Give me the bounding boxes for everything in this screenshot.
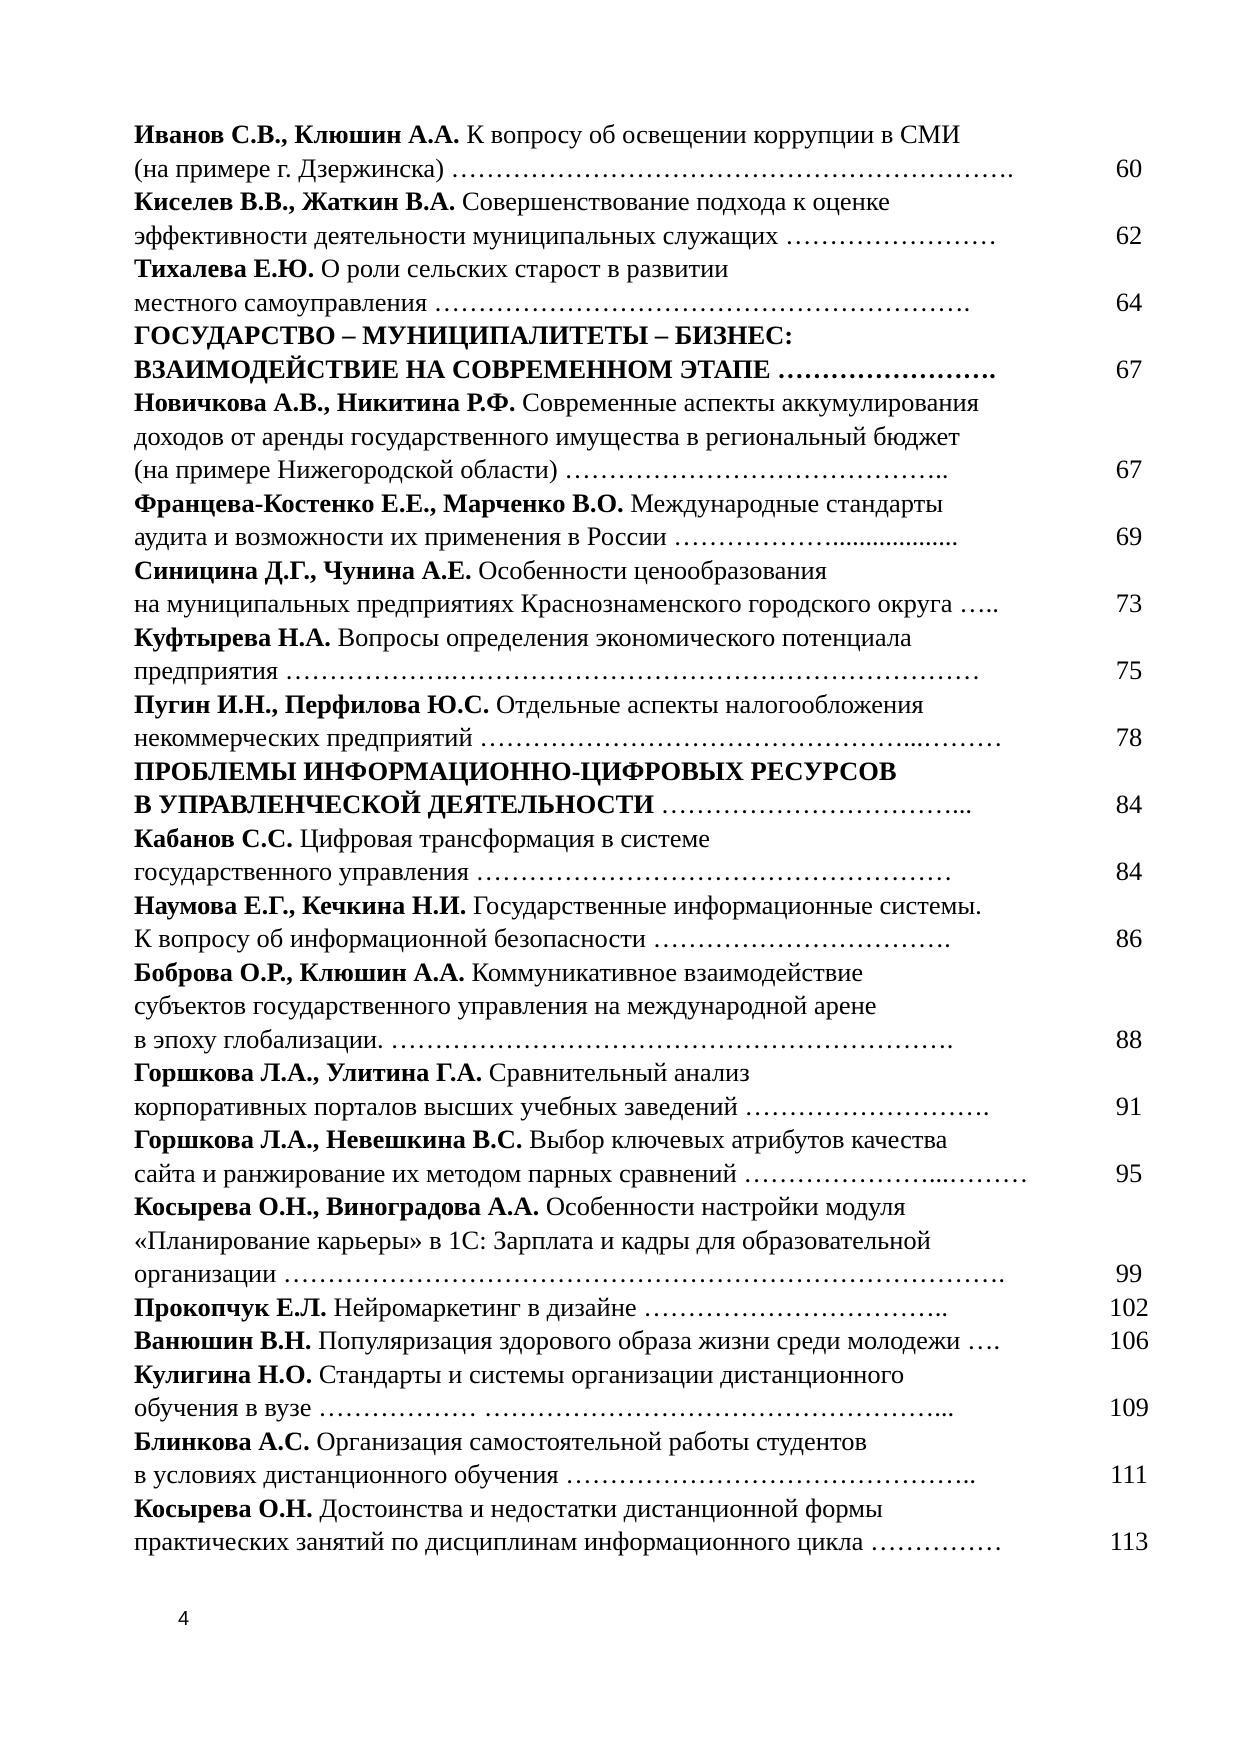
toc-line-text	[134, 788, 972, 822]
toc-title: Совершенствование подхода к оценке	[455, 186, 890, 216]
toc-title: обучения в вузе ……………… ……………………………………………...	[134, 1392, 955, 1422]
toc-line	[134, 889, 1174, 923]
toc-line	[134, 118, 1174, 152]
toc-line	[134, 1358, 1174, 1392]
toc-title: доходов от аренды государственного имущества в региональный бюджет	[134, 420, 960, 451]
toc-entry	[134, 755, 1174, 822]
toc-title: Вопросы определения экономического потенциала	[330, 621, 912, 652]
toc-page-number: 111	[1110, 1459, 1148, 1489]
toc-line-text	[134, 654, 980, 688]
toc-page-number: 73	[1115, 588, 1143, 618]
toc-page-number: 113	[1109, 1526, 1149, 1556]
toc-line-text	[134, 386, 979, 420]
toc-authors: Косырева О.Н., Виноградова А.А.	[134, 1191, 540, 1221]
toc-title: Международные стандарты	[623, 487, 944, 518]
toc-line	[134, 286, 1174, 320]
toc-line-text	[134, 889, 982, 923]
toc-authors: Прокопчук Е.Л.	[134, 1291, 327, 1322]
toc-page-number: 88	[1115, 1023, 1143, 1054]
toc-line	[134, 788, 1174, 822]
toc-title: Достоинства и недостатки дистанционной формы	[312, 1492, 883, 1523]
toc-entry	[134, 1492, 1174, 1559]
toc-entry	[134, 554, 1174, 621]
toc-line	[134, 855, 1174, 889]
toc-line-text	[134, 554, 827, 588]
toc-line	[134, 453, 1174, 487]
toc-page-number: 62	[1115, 219, 1143, 250]
toc-line-text	[134, 621, 912, 655]
toc-page-number: 91	[1115, 1090, 1143, 1121]
toc-authors: Новичкова А.В., Никитина Р.Ф.	[134, 387, 516, 417]
toc-line-text	[134, 587, 999, 621]
toc-title: К вопросу об информационной безопасности …………………………….	[134, 923, 951, 953]
toc-entry	[134, 118, 1174, 185]
toc-line-text	[134, 1324, 1000, 1358]
toc-title: Государственные информационные системы.	[466, 889, 982, 920]
toc-line	[134, 386, 1174, 420]
toc-line-text	[134, 1525, 1003, 1559]
toc-line	[134, 688, 1174, 722]
toc-line	[134, 1257, 1174, 1291]
toc-title: Сравнительный анализ	[482, 1057, 750, 1087]
toc-page-number: 102	[1109, 1291, 1149, 1322]
toc-authors: Куфтырева Н.А.	[134, 621, 331, 652]
toc-line	[134, 956, 1174, 990]
toc-line-text	[134, 1358, 904, 1392]
page-number: 4	[178, 1608, 190, 1630]
toc-line	[134, 922, 1174, 956]
toc-entry	[134, 956, 1174, 1057]
toc-entry	[134, 1123, 1174, 1190]
toc-line	[134, 1324, 1174, 1358]
toc-entry	[134, 319, 1174, 386]
toc-line	[134, 1090, 1174, 1124]
toc-title: субъектов государственного управления на международной арене	[134, 990, 877, 1020]
toc-page-number: 84	[1115, 856, 1143, 886]
toc-title: некоммерческих предприятий …………………………………………...………	[134, 722, 1003, 752]
toc-line-text	[134, 688, 924, 722]
toc-entry	[134, 621, 1174, 688]
toc-line-text	[134, 185, 890, 219]
toc-title: в условиях дистанционного обучения ………………………………………..	[134, 1459, 976, 1489]
toc-title: Особенности настройки модуля	[539, 1191, 906, 1221]
toc-line	[134, 822, 1174, 856]
toc-title: практических занятий по дисциплинам информационного цикла ……………	[134, 1526, 1003, 1556]
toc-line-text	[134, 1291, 948, 1325]
toc-line	[134, 353, 1174, 387]
toc-authors: Ванюшин В.Н.	[134, 1325, 312, 1355]
toc-page-number: 69	[1115, 521, 1143, 551]
toc-line-text	[134, 420, 960, 454]
toc-authors: Горшкова Л.А., Невешкина В.С.	[134, 1124, 523, 1154]
toc-page-number: 67	[1115, 454, 1143, 484]
toc-line	[134, 1458, 1174, 1492]
toc-authors: Синицина Д.Г., Чунина А.Е.	[134, 554, 472, 585]
toc-page-number: 84	[1115, 789, 1143, 819]
toc-line-text	[134, 1492, 883, 1526]
toc-authors: Францева-Костенко Е.Е., Марченко В.О.	[134, 487, 624, 518]
toc-title: на муниципальных предприятиях Краснознаменского городского округа …..	[134, 588, 999, 618]
toc-line-text	[134, 1123, 947, 1157]
toc-line	[134, 185, 1174, 219]
toc-line-text	[134, 252, 728, 286]
toc-line-text	[134, 922, 951, 956]
toc-title: аудита и возможности их применения в России ………………...................	[134, 521, 959, 551]
toc-title: К вопросу об освещении коррупции в СМИ	[459, 119, 961, 149]
toc-line	[134, 989, 1174, 1023]
toc-line	[134, 721, 1174, 755]
toc-line-text	[134, 1224, 931, 1258]
toc-entry	[134, 252, 1174, 319]
toc-authors: Иванов С.В., Клюшин А.А.	[134, 119, 460, 149]
toc-line	[134, 1425, 1174, 1459]
toc-entry	[134, 1358, 1174, 1425]
toc-authors: ВЗАИМОДЕЙСТВИЕ НА СОВРЕМЕННОМ ЭТАПЕ …………………….	[134, 353, 996, 384]
toc-title: предприятия ……………….……………………………………………………	[134, 655, 981, 685]
toc-title: ……………………………...	[653, 789, 972, 819]
toc-line	[134, 1492, 1174, 1526]
toc-entry	[134, 386, 1174, 487]
toc-authors: Тихалева Е.Ю.	[134, 253, 315, 283]
toc-line	[134, 755, 1174, 789]
toc-title: Цифровая трансформация в системе	[292, 822, 710, 853]
toc-line	[134, 1023, 1174, 1057]
toc-line-text	[134, 353, 996, 387]
toc-authors: Горшкова Л.А., Улитина Г.А.	[134, 1057, 483, 1087]
toc-line	[134, 319, 1174, 353]
toc-line-text	[134, 1190, 906, 1224]
toc-authors: Кулигина Н.О.	[134, 1358, 313, 1389]
toc-authors: Наумова Е.Г., Кечкина Н.И.	[134, 889, 467, 920]
toc-page-number: 86	[1115, 923, 1143, 953]
toc-title: «Планирование карьеры» в 1С: Зарплата и кадры для образовательной	[134, 1224, 931, 1255]
table-of-contents	[134, 118, 1174, 1559]
toc-line-text	[134, 755, 897, 789]
toc-authors: Пугин И.Н., Перфилова Ю.С.	[134, 688, 490, 719]
toc-line-text	[134, 319, 793, 353]
toc-page-number: 67	[1115, 353, 1143, 384]
toc-entry	[134, 688, 1174, 755]
toc-line-text	[134, 1090, 990, 1124]
toc-title: Особенности ценообразования	[471, 554, 827, 585]
toc-title: (на примере г. Дзержинска) ……………………………………………………….	[134, 152, 1014, 183]
toc-page-number: 99	[1115, 1258, 1143, 1288]
toc-line	[134, 1525, 1174, 1559]
toc-line-text	[134, 956, 863, 990]
toc-line	[134, 1291, 1174, 1325]
toc-entry	[134, 1425, 1174, 1492]
toc-line-text	[134, 219, 997, 253]
toc-authors: Кабанов С.С.	[134, 822, 293, 853]
toc-title: местного самоуправления …………………………………………………….	[134, 286, 971, 317]
toc-entry	[134, 889, 1174, 956]
toc-line-text	[134, 453, 949, 487]
toc-title: организации ……………………………………………………………………….	[134, 1258, 1006, 1288]
toc-entry	[134, 1190, 1174, 1291]
toc-title: Коммуникативное взаимодействие	[464, 956, 864, 987]
toc-authors: Блинкова А.С.	[134, 1425, 310, 1456]
toc-entry	[134, 822, 1174, 889]
toc-title: государственного управления ………………………………………………	[134, 856, 953, 886]
toc-line	[134, 554, 1174, 588]
toc-page-number: 109	[1109, 1392, 1149, 1422]
toc-line-text	[134, 989, 877, 1023]
toc-line-text	[134, 1056, 750, 1090]
toc-line	[134, 621, 1174, 655]
toc-line	[134, 1123, 1174, 1157]
toc-authors: ГОСУДАРСТВО – МУНИЦИПАЛИТЕТЫ – БИЗНЕС:	[134, 320, 794, 350]
toc-line	[134, 1190, 1174, 1224]
toc-line	[134, 1157, 1174, 1191]
toc-line-text	[134, 118, 960, 152]
toc-title: сайта и ранжирование их методом парных сравнений …………………...………	[134, 1157, 1029, 1188]
toc-entry	[134, 487, 1174, 554]
toc-authors: ПРОБЛЕМЫ ИНФОРМАЦИОННО-ЦИФРОВЫХ РЕСУРСОВ	[134, 755, 897, 786]
toc-line	[134, 1224, 1174, 1258]
toc-line	[134, 654, 1174, 688]
toc-entry	[134, 1324, 1174, 1358]
toc-authors: Косырева О.Н.	[134, 1492, 313, 1523]
toc-line-text	[134, 1257, 1005, 1291]
toc-line-text	[134, 822, 710, 856]
toc-line	[134, 1391, 1174, 1425]
toc-page-number: 95	[1115, 1157, 1143, 1188]
toc-line	[134, 152, 1174, 186]
toc-line-text	[134, 1391, 954, 1425]
toc-line-text	[134, 520, 958, 554]
toc-title: (на примере Нижегородской области) ……………………………………..	[134, 454, 949, 484]
toc-page-number: 75	[1115, 655, 1143, 685]
toc-page-number: 106	[1109, 1325, 1149, 1355]
toc-title: в эпоху глобализации. ……………………………………………………….	[134, 1023, 954, 1054]
toc-page-number: 60	[1115, 152, 1143, 183]
toc-entry	[134, 1056, 1174, 1123]
toc-line-text	[134, 1023, 953, 1057]
toc-title: Стандарты и системы организации дистанционного	[312, 1358, 905, 1389]
toc-line-text	[134, 855, 953, 889]
toc-line-text	[134, 1157, 1028, 1191]
toc-title: эффективности деятельности муниципальных служащих ……………………	[134, 219, 998, 250]
toc-line-text	[134, 152, 1014, 186]
toc-line-text	[134, 1458, 976, 1492]
toc-line	[134, 219, 1174, 253]
toc-line-text	[134, 721, 1003, 755]
toc-title: Современные аспекты аккумулирования	[515, 387, 979, 417]
toc-entry	[134, 1291, 1174, 1325]
toc-line-text	[134, 1425, 867, 1459]
toc-title: Популяризация здорового образа жизни среди молодежи ….	[311, 1325, 1001, 1355]
toc-line	[134, 1056, 1174, 1090]
toc-authors: Киселев В.В., Жаткин В.А.	[134, 186, 456, 216]
toc-line-text	[134, 286, 970, 320]
toc-line	[134, 420, 1174, 454]
toc-line-text	[134, 487, 943, 521]
toc-entry	[134, 185, 1174, 252]
toc-line	[134, 252, 1174, 286]
toc-title: корпоративных порталов высших учебных заведений ……………………….	[134, 1090, 990, 1121]
toc-title: Организация самостоятельной работы студентов	[309, 1425, 867, 1456]
toc-title: Отдельные аспекты налогообложения	[489, 688, 924, 719]
toc-title: Выбор ключевых атрибутов качества	[522, 1124, 948, 1154]
toc-page-number: 78	[1115, 722, 1143, 752]
toc-page-number: 64	[1115, 286, 1143, 317]
toc-line	[134, 587, 1174, 621]
toc-authors: В УПРАВЛЕНЧЕСКОЙ ДЕЯТЕЛЬНОСТИ	[134, 789, 654, 819]
toc-line	[134, 487, 1174, 521]
toc-title: Нейромаркетинг в дизайне ……………………………..	[326, 1291, 949, 1322]
toc-title: О роли сельских старост в развитии	[314, 253, 729, 283]
toc-line	[134, 520, 1174, 554]
toc-authors: Боброва О.Р., Клюшин А.А.	[134, 956, 465, 987]
